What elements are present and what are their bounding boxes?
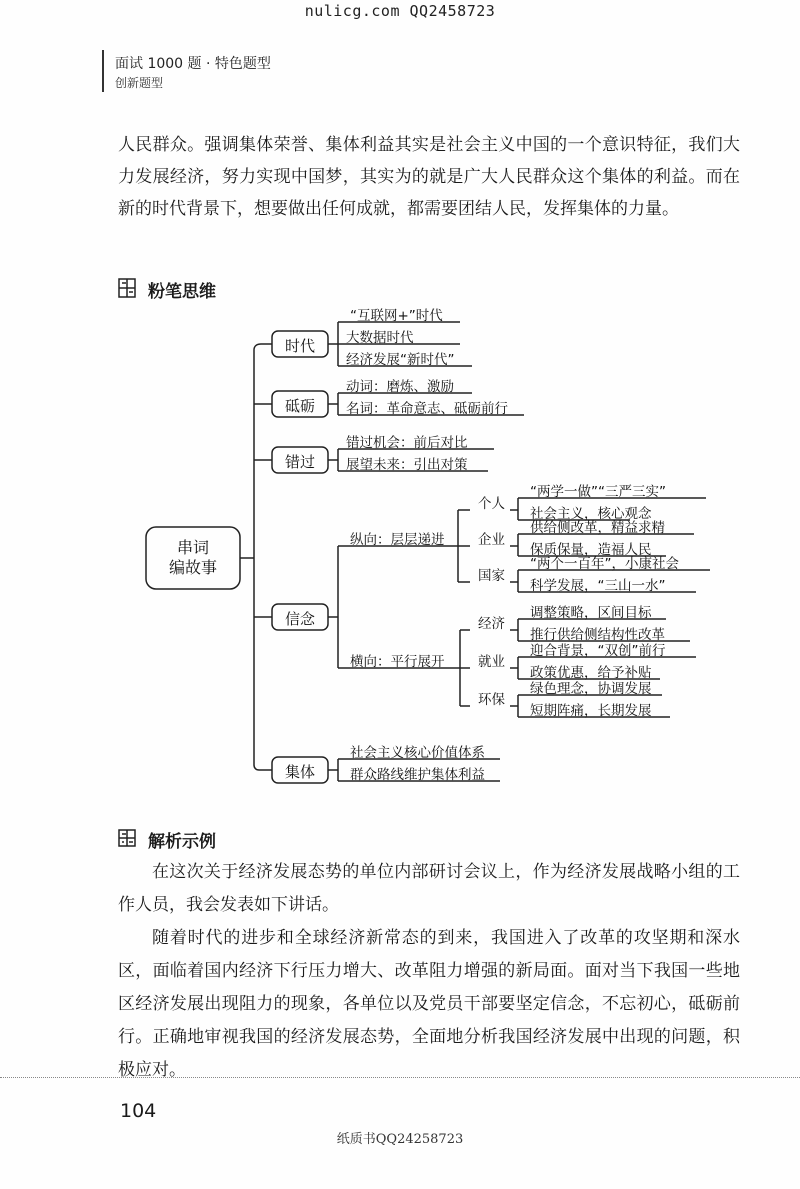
- branch-label-shidai: 时代: [284, 337, 315, 355]
- group-label: 国家: [478, 568, 505, 584]
- group-label: 就业: [478, 654, 505, 670]
- top-watermark: nulicg.com QQ2458723: [304, 2, 496, 20]
- branch-label-cuoguo: 错过: [284, 453, 315, 471]
- leaf-label: 推行供给侧结构性改革: [530, 627, 665, 643]
- leaf-label: 经济发展“新时代”: [346, 352, 455, 368]
- leaf-label: 短期阵痛，长期发展: [530, 703, 652, 719]
- branch-label-dili: 砥砺: [284, 397, 315, 415]
- intro-paragraph: 人民群众。强调集体荣誉、集体利益其实是社会主义中国的一个意识特征，我们大力发展经济，努力实现中国梦，其实为的就是广大人民群众这个集体的利益。而在新的时代背景下，想要做出任何成就，都需要团结人民，发挥集体的力量。: [118, 135, 740, 219]
- sub-branch-label-hengxiang: 横向：平行展开: [350, 654, 445, 670]
- leaf-label: 错过机会：前后对比: [346, 435, 468, 451]
- group-label: 经济: [478, 616, 505, 632]
- section2-title: 解析示例: [148, 832, 216, 852]
- leaf-label: 科学发展，“三山一水”: [530, 578, 666, 594]
- leaf-label: 供给侧改革，精益求精: [530, 520, 665, 536]
- leaf-label: 名词：革命意志、砥砺前行: [346, 401, 508, 417]
- leaf-label: 政策优惠，给予补贴: [530, 665, 652, 681]
- leaf-label: “两学一做”“三严三实”: [530, 484, 666, 500]
- section1-title: 粉笔思维: [148, 282, 216, 302]
- leaf-label: 保质保量，造福人民: [530, 542, 652, 558]
- running-header-subtitle: 创新题型: [115, 76, 164, 90]
- leaf-label: 群众路线维护集体利益: [350, 767, 485, 783]
- leaf-label: “两个一百年”，小康社会: [530, 556, 679, 572]
- mindmap-root-line1: 串词: [176, 538, 209, 557]
- group-label: 个人: [478, 496, 505, 512]
- branch-label-xinnian: 信念: [284, 610, 315, 628]
- sub-branch-label-zongxiang: 纵向：层层递进: [350, 532, 445, 548]
- group-label: 企业: [478, 532, 505, 548]
- leaf-label: 社会主义核心价值体系: [350, 745, 485, 761]
- page-bottom-rule: [0, 1077, 800, 1078]
- leaf-label: 动词：磨炼、激励: [346, 379, 454, 395]
- mindmap-root-label: [146, 538, 240, 578]
- section2-icon: [118, 829, 136, 847]
- leaf-label: 绿色理念，协调发展: [530, 681, 652, 697]
- page-number: 104: [120, 1100, 157, 1122]
- branch-label-jiti: 集体: [284, 763, 315, 781]
- bottom-watermark: 纸质书QQ24258723: [336, 1132, 464, 1147]
- mindmap-root-line2: 编故事: [168, 558, 217, 577]
- leaf-label: “互联网+”时代: [350, 308, 443, 324]
- leaf-label: 调整策略，区间目标: [530, 605, 652, 621]
- header-divider: [102, 50, 104, 92]
- analysis-paragraph-1: 在这次关于经济发展态势的单位内部研讨会议上，作为经济发展战略小组的工作人员，我会发表如下讲话。: [118, 862, 740, 915]
- leaf-label: 迎合背景，“双创”前行: [530, 643, 666, 659]
- leaf-label: 社会主义，核心观念: [530, 506, 652, 522]
- leaf-label: 展望未来：引出对策: [346, 457, 468, 473]
- group-label: 环保: [478, 692, 505, 708]
- running-header-title: 面试 1000 题 · 特色题型: [115, 56, 271, 72]
- leaf-label: 大数据时代: [346, 330, 414, 346]
- analysis-paragraph-2: 随着时代的进步和全球经济新常态的到来，我国进入了改革的攻坚期和深水区，面临着国内经济下行压力增大、改革阻力增强的新局面。面对当下我国一些地区经济发展出现阻力的现象，各单位以及党员干部要坚定信念，不忘初心，砥砺前行。正确地审视我国的经济发展态势，全面地分析我国经济发展中出现的问题，积极应对。: [118, 928, 740, 1080]
